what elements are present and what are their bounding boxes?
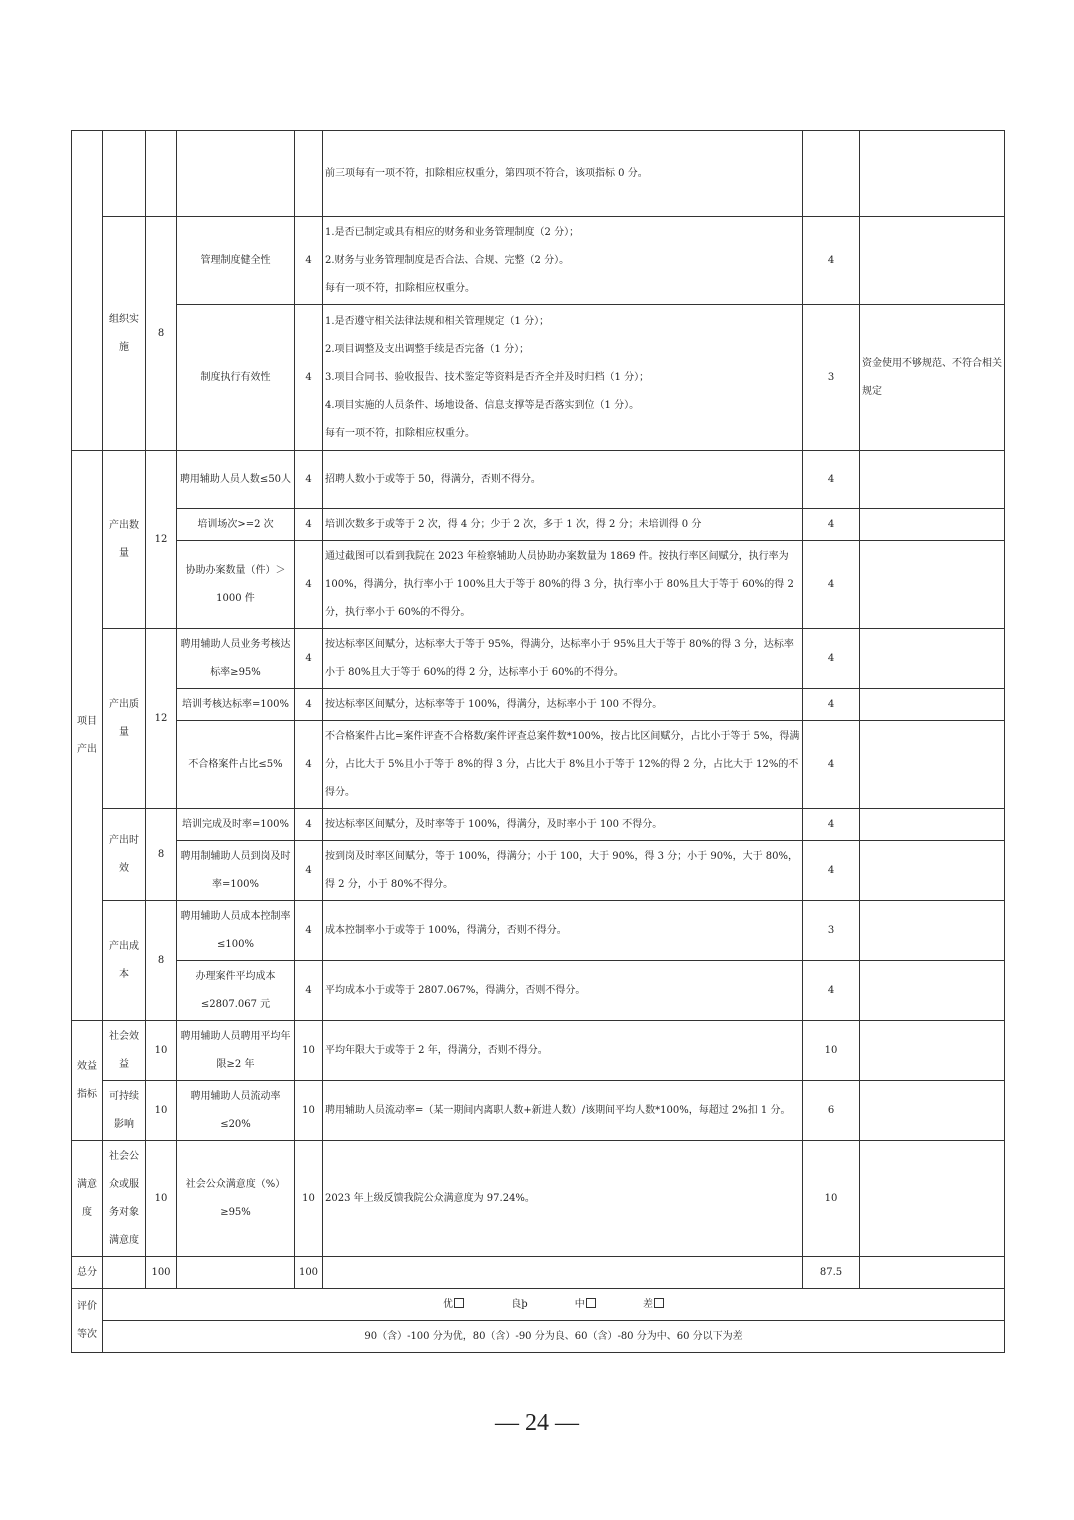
performance-score-table [71, 130, 1005, 1353]
indicator-cell: 培训完成及时率=100% [177, 809, 295, 841]
total-empty-cell [860, 1257, 1005, 1289]
note-cell [860, 1141, 1005, 1257]
score-cell: 4 [803, 721, 860, 809]
checked-mark: þ [521, 1298, 528, 1310]
grade-option-good: 良þ [511, 1298, 528, 1310]
total-weight: 100 [146, 1257, 177, 1289]
indicator-cell: 聘用辅助人员人数≤50人 [177, 451, 295, 509]
criteria-cell: 按达标率区间赋分，达标率大于等于 95%，得满分，达标率小于 95%且大于等于 80%的得 3 分，达标率小于 80%且大于等于 60%的得 2 分，达标率小于 60%的不得分。 [323, 629, 803, 689]
note-cell [860, 451, 1005, 509]
criteria-cell: 按达标率区间赋分，达标率等于 100%，得满分，达标率小于 100 不得分。 [323, 689, 803, 721]
criteria-cell: 招聘人数小于或等于 50，得满分，否则不得分。 [323, 451, 803, 509]
total-label: 总分 [72, 1257, 103, 1289]
criteria-line: 2.财务与业务管理制度是否合法、合规、完整（2 分）。 [325, 254, 570, 266]
score-cell-empty [803, 131, 860, 217]
checkbox-icon [454, 1298, 464, 1308]
indicator-cell: 制度执行有效性 [177, 305, 295, 451]
score-cell: 3 [803, 305, 860, 451]
criteria-line: 每有一项不符，扣除相应权重分。 [325, 282, 475, 294]
grade-option-poor: 差 [643, 1291, 664, 1319]
indicator-cell: 培训考核达标率=100% [177, 689, 295, 721]
subcategory-quantity: 产出数量 [103, 451, 146, 629]
indicator-cell: 办理案件平均成本≤2807.067 元 [177, 961, 295, 1021]
criteria-line: 4.项目实施的人员条件、场地设备、信息支撑等是否落实到位（1 分）。 [325, 399, 640, 411]
criteria-line: 1.是否已制定或具有相应的财务和业务管理制度（2 分）； [325, 226, 580, 238]
note-cell [860, 721, 1005, 809]
grade-option-excellent: 优 [443, 1291, 464, 1319]
note-cell [860, 901, 1005, 961]
note-cell-empty [860, 131, 1005, 217]
subcategory-cell-empty [103, 131, 146, 217]
criteria-cell: 前三项每有一项不符，扣除相应权重分，第四项不符合，该项指标 0 分。 [323, 131, 803, 217]
weight-cell: 4 [295, 509, 323, 541]
subcategory-cost: 产出成本 [103, 901, 146, 1021]
weight-cell: 10 [295, 1141, 323, 1257]
weight-cell: 4 [295, 841, 323, 901]
score-cell: 10 [803, 1141, 860, 1257]
note-cell [860, 541, 1005, 629]
category-output: 项目产出 [72, 451, 103, 1021]
weight-cell: 4 [295, 901, 323, 961]
score-cell: 4 [803, 841, 860, 901]
criteria-cell: 平均年限大于或等于 2 年，得满分，否则不得分。 [323, 1021, 803, 1081]
total-weight-2: 100 [295, 1257, 323, 1289]
indicator-cell: 社会公众满意度（%）≥95% [177, 1141, 295, 1257]
criteria-line: 2.项目调整及支出调整手续是否完备（1 分）； [325, 343, 530, 355]
category-cell-empty [72, 131, 103, 451]
criteria-cell: 按达标率区间赋分，及时率等于 100%，得满分，及时率小于 100 不得分。 [323, 809, 803, 841]
weight-cell: 10 [295, 1021, 323, 1081]
criteria-cell: 不合格案件占比=案件评查不合格数/案件评查总案件数*100%，按占比区间赋分，占比小于等于 5%，得满分，占比大于 5%且小于等于 8%的得 3 分，占比大于 8%且小于等于 12%的得 2 分，占比大于 12%的不得分。 [323, 721, 803, 809]
subcategory-sustainable: 可持续影响 [103, 1081, 146, 1141]
criteria-cell [323, 217, 803, 305]
score-cell: 4 [803, 509, 860, 541]
note-cell [860, 509, 1005, 541]
grade-options [103, 1289, 1005, 1321]
score-cell: 3 [803, 901, 860, 961]
subcategory-org: 组织实施 [103, 217, 146, 451]
weight-cell: 4 [295, 689, 323, 721]
note-cell [860, 217, 1005, 305]
subcategory-timeliness: 产出时效 [103, 809, 146, 901]
sub-weight-sustainable: 10 [146, 1081, 177, 1141]
score-cell: 4 [803, 629, 860, 689]
total-empty-cell [177, 1257, 295, 1289]
category-satisfaction: 满意度 [72, 1141, 103, 1257]
sub-weight-cell-empty [146, 131, 177, 217]
note-cell: 资金使用不够规范、不符合相关规定 [860, 305, 1005, 451]
grade-label: 评价等次 [72, 1289, 103, 1353]
weight-cell: 10 [295, 1081, 323, 1141]
total-empty-cell [103, 1257, 146, 1289]
checkbox-icon [586, 1298, 596, 1308]
score-cell: 4 [803, 451, 860, 509]
category-benefit: 效益指标 [72, 1021, 103, 1141]
weight-cell: 4 [295, 629, 323, 689]
indicator-cell: 聘用制辅助人员到岗及时率=100% [177, 841, 295, 901]
indicator-cell: 培训场次>=2 次 [177, 509, 295, 541]
score-cell: 6 [803, 1081, 860, 1141]
weight-cell: 4 [295, 217, 323, 305]
score-cell: 10 [803, 1021, 860, 1081]
subcategory-satisfaction: 社会公众或服务对象满意度 [103, 1141, 146, 1257]
criteria-line: 1.是否遵守相关法律法规和相关管理规定（1 分）； [325, 315, 550, 327]
criteria-cell: 培训次数多于或等于 2 次，得 4 分；少于 2 次，多于 1 次，得 2 分；未培训得 0 分 [323, 509, 803, 541]
criteria-line: 每有一项不符，扣除相应权重分。 [325, 427, 475, 439]
criteria-cell: 成本控制率小于或等于 100%，得满分，否则不得分。 [323, 901, 803, 961]
weight-cell: 4 [295, 541, 323, 629]
criteria-cell: 2023 年上级反馈我院公众满意度为 97.24%。 [323, 1141, 803, 1257]
note-cell [860, 689, 1005, 721]
criteria-cell: 通过截图可以看到我院在 2023 年检察辅助人员协助办案数量为 1869 件。按执行率区间赋分，执行率为 100%，得满分，执行率小于 100%且大于等于 80%的得 3 分，执行率小于 80%且大于等于 60%的得 2 分，执行率小于 60%的不得分。 [323, 541, 803, 629]
note-cell [860, 961, 1005, 1021]
note-cell [860, 629, 1005, 689]
sub-weight-quality: 12 [146, 629, 177, 809]
total-score: 87.5 [803, 1257, 860, 1289]
criteria-cell [323, 305, 803, 451]
weight-cell: 4 [295, 721, 323, 809]
sub-weight-org: 8 [146, 217, 177, 451]
score-cell: 4 [803, 217, 860, 305]
note-cell [860, 1081, 1005, 1141]
indicator-cell: 不合格案件占比≤5% [177, 721, 295, 809]
total-empty-cell [323, 1257, 803, 1289]
score-cell: 4 [803, 809, 860, 841]
criteria-cell: 按到岗及时率区间赋分，等于 100%，得满分；小于 100，大于 90%，得 3 分；小于 90%，大于 80%，得 2 分，小于 80%不得分。 [323, 841, 803, 901]
sub-weight-social-benefit: 10 [146, 1021, 177, 1081]
indicator-cell: 协助办案数量（件）＞1000 件 [177, 541, 295, 629]
weight-cell: 4 [295, 961, 323, 1021]
criteria-line: 3.项目合同书、验收报告、技术鉴定等资料是否齐全并及时归档（1 分）； [325, 371, 650, 383]
sub-weight-quantity: 12 [146, 451, 177, 629]
note-cell [860, 809, 1005, 841]
page-number: — 24 — [495, 1410, 579, 1436]
subcategory-social-benefit: 社会效益 [103, 1021, 146, 1081]
weight-cell: 4 [295, 451, 323, 509]
weight-cell: 4 [295, 305, 323, 451]
indicator-cell: 聘用辅助人员业务考核达标率≥95% [177, 629, 295, 689]
indicator-cell: 聘用辅助人员聘用平均年限≥2 年 [177, 1021, 295, 1081]
indicator-cell: 管理制度健全性 [177, 217, 295, 305]
criteria-cell: 平均成本小于或等于 2807.067%，得满分，否则不得分。 [323, 961, 803, 1021]
score-cell: 4 [803, 541, 860, 629]
grade-rule: 90（含）-100 分为优，80（含）-90 分为良、60（含）-80 分为中、60 分以下为差 [103, 1321, 1005, 1353]
score-cell: 4 [803, 961, 860, 1021]
note-cell [860, 841, 1005, 901]
weight-cell-empty [295, 131, 323, 217]
sub-weight-satisfaction: 10 [146, 1141, 177, 1257]
indicator-cell: 聘用辅助人员成本控制率≤100% [177, 901, 295, 961]
checkbox-icon [654, 1298, 664, 1308]
indicator-cell-empty [177, 131, 295, 217]
criteria-cell: 聘用辅助人员流动率=（某一期间内离职人数+新进人数）/该期间平均人数*100%，每超过 2%扣 1 分。 [323, 1081, 803, 1141]
subcategory-quality: 产出质量 [103, 629, 146, 809]
sub-weight-timeliness: 8 [146, 809, 177, 901]
grade-option-medium: 中 [575, 1291, 596, 1319]
weight-cell: 4 [295, 809, 323, 841]
note-cell [860, 1021, 1005, 1081]
sub-weight-cost: 8 [146, 901, 177, 1021]
indicator-cell: 聘用辅助人员流动率≤20% [177, 1081, 295, 1141]
score-cell: 4 [803, 689, 860, 721]
